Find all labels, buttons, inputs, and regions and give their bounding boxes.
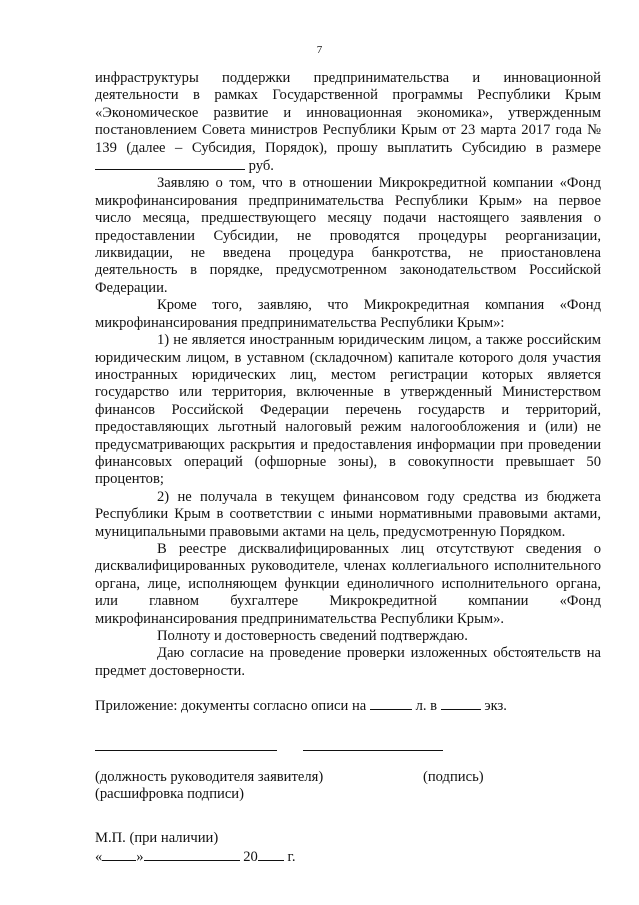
year-blank	[258, 848, 284, 861]
day-blank	[102, 848, 136, 861]
paragraph-confirmation: Полноту и достоверность сведений подтверждаю.	[157, 628, 468, 644]
attachment-suffix: экз.	[484, 698, 507, 715]
paragraph-text: инфраструктуры поддержки предпринимательства и инновационной деятельности в рамках Государственной программы Республики Крым «Экономическое развитие и инновационная экономика», утвержденным постановлением Совета министров Республики Крым от 23 марта 2017 года № 139 (далее – Субсидия, Порядок), прошу выплатить Субсидию в размере	[95, 70, 601, 156]
document-body	[95, 70, 601, 866]
decode-caption: (расшифровка подписи)	[95, 786, 244, 803]
stamp-label: М.П. (при наличии)	[95, 830, 219, 847]
signature-caption: (подпись)	[423, 768, 484, 785]
page-number: 7	[316, 44, 323, 56]
position-caption: (должность руководителя заявителя)	[95, 768, 324, 785]
copies-blank	[441, 697, 481, 710]
paragraph-item-2: 2) не получала в текущем финансовом году средства из бюджета Республики Крым в соответствии с иными нормативными правовыми актами, муниципальными правовыми актами на цель, предусмотренную Порядком.	[95, 488, 601, 540]
signature-lines	[95, 749, 601, 769]
position-line	[95, 749, 277, 751]
decode-caption-row	[95, 786, 601, 803]
paragraph-consent: Даю согласие на проведение проверки изложенных обстоятельств на предмет достоверности.	[95, 645, 601, 679]
date-quote-close: »	[136, 848, 144, 865]
sheets-blank	[370, 697, 412, 710]
date-line	[95, 848, 601, 866]
paragraph-subsidy-request	[95, 70, 601, 175]
year-prefix: 20	[243, 848, 258, 865]
month-blank	[144, 848, 240, 861]
date-quote-open: «	[95, 848, 103, 865]
paragraph-registry: В реестре дисквалифицированных лиц отсутствуют сведения о дисквалифицированных руководителе, членах коллегиального исполнительного органа, лице, исполняющем функции единоличного исполнительного органа, или главном бухгалтере Микрокредитной компании «Фонд микрофинансирования предпринимательства Республики Крым».	[95, 540, 601, 627]
attachment-prefix: Приложение: документы согласно описи на	[95, 698, 367, 715]
year-suffix: г.	[287, 848, 296, 865]
attachment-line	[95, 697, 601, 715]
amount-blank	[95, 157, 245, 170]
paragraph-item-1: 1) не является иностранным юридическим лицом, а также российским юридическим лицом, в уставном (складочном) капитале которого доля участия иностранных юридических лиц, местом регистрации которых является государство или территория, включенные в утвержденный Министерством финансов Российской Федерации перечень государств и территорий, предоставляющих льготный налоговый режим налогообложения и (или) не предусматривающих раскрытия и предоставления информации при проведении финансовых операций (офшорные зоны), в совокупности превышает 50 процентов;	[95, 332, 601, 488]
paragraph-moreover: Кроме того, заявляю, что Микрокредитная компания «Фонд микрофинансирования предпринимательства Республики Крым»:	[95, 297, 601, 331]
attachment-mid: л. в	[415, 698, 438, 715]
paragraph-declaration: Заявляю о том, что в отношении Микрокредитной компании «Фонд микрофинансирования предпринимательства Республики Крым» на первое число месяца, предшествующего месяцу подачи настоящего заявления о предоставлении Субсидии, не проводятся процедуры реорганизации, ликвидации, не введена процедура банкротства, не приостановлена деятельность в порядке, предусмотренном законодательством Российской Федерации.	[95, 175, 601, 296]
currency-label: руб.	[248, 158, 274, 175]
signature-captions	[95, 769, 601, 786]
signature-line	[303, 749, 443, 751]
